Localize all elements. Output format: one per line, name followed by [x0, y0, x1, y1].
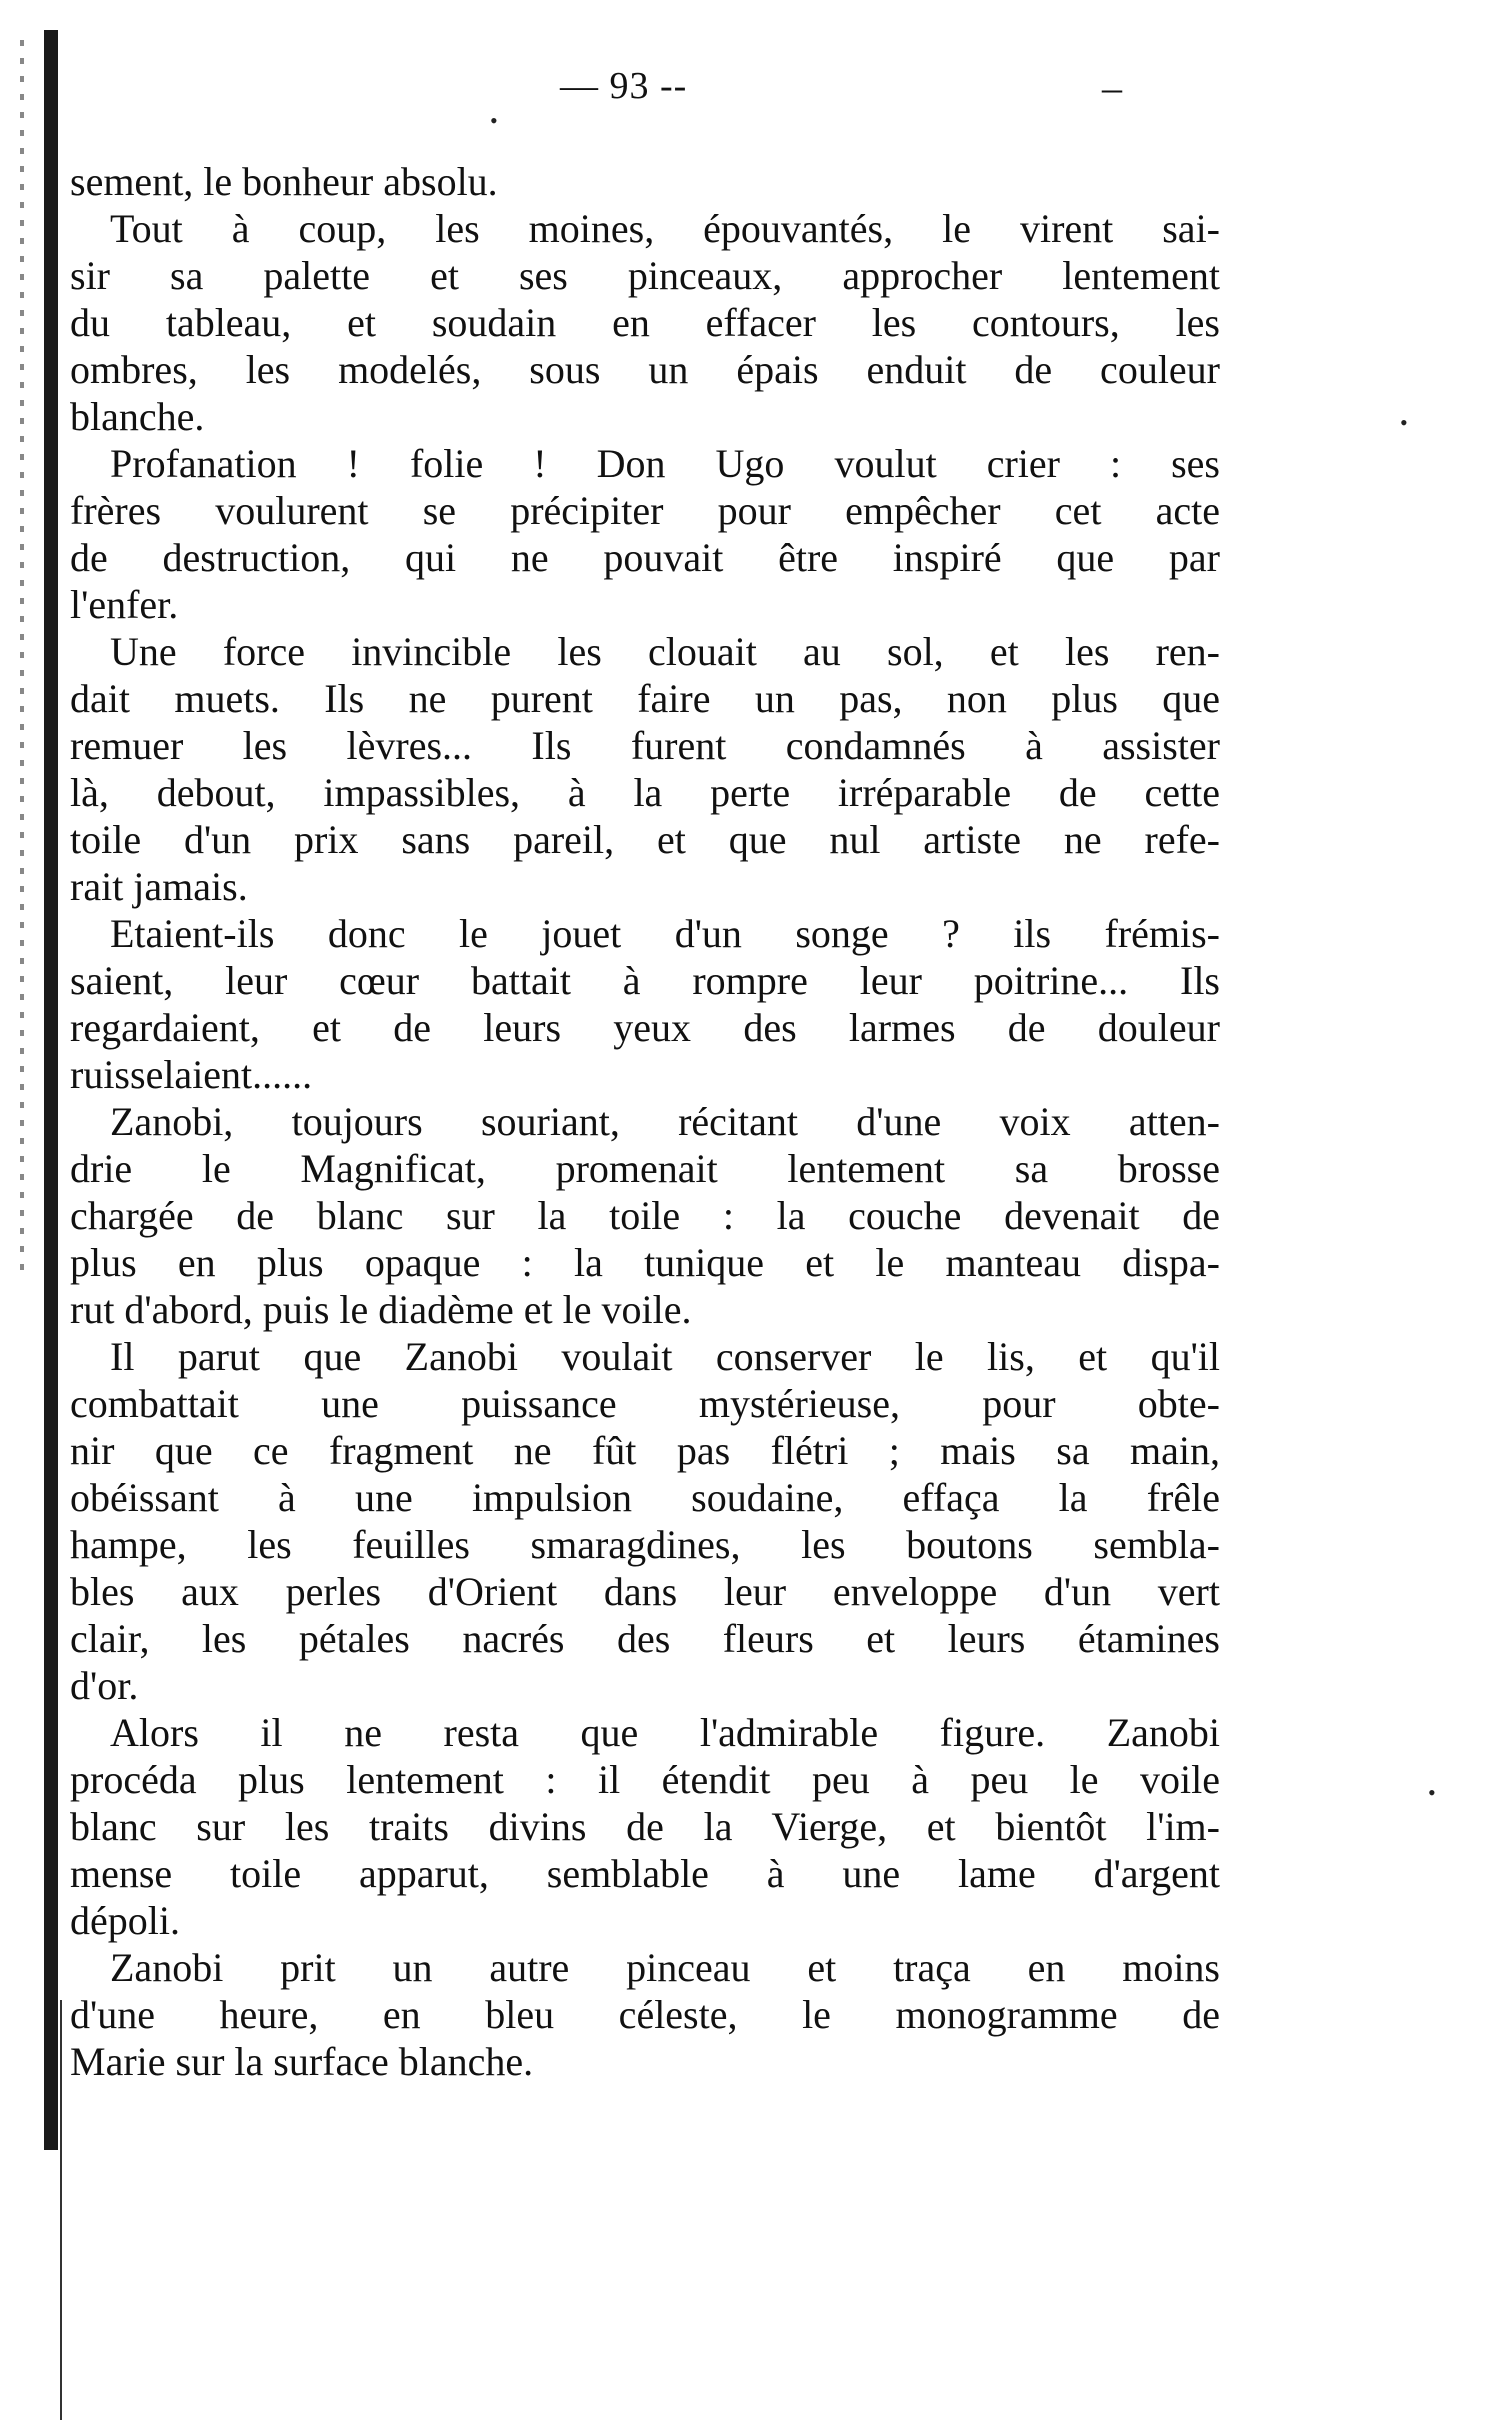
- text-line: rait jamais.: [70, 864, 248, 909]
- text-line: l'enfer.: [70, 582, 179, 627]
- binding-thin-line: [60, 2000, 62, 2420]
- text-line: mense toile apparut, semblable à une lame d'argent: [70, 1851, 1220, 1896]
- text-line: saient, leur cœur battait à rompre leur poitrine... Ils: [70, 958, 1220, 1003]
- text-line: procéda plus lentement : il étendit peu à peu le voile: [70, 1757, 1220, 1802]
- text-line: dépoli.: [70, 1898, 180, 1943]
- text-line: Une force invincible les clouait au sol, et les ren-: [110, 629, 1220, 674]
- text-line: chargée de blanc sur la toile : la couche devenait de: [70, 1193, 1220, 1238]
- header-dash: –: [1102, 65, 1122, 110]
- binding-spine-marks: [20, 40, 24, 1280]
- text-line: nir que ce fragment ne fût pas flétri ; mais sa main,: [70, 1428, 1220, 1473]
- text-line: rut d'abord, puis le diadème et le voile.: [70, 1287, 692, 1332]
- text-line: dait muets. Ils ne purent faire un pas, non plus que: [70, 676, 1220, 721]
- text-line: sir sa palette et ses pinceaux, approcher lentement: [70, 253, 1220, 298]
- text-line: clair, les pétales nacrés des fleurs et leurs étamines: [70, 1616, 1220, 1661]
- text-line: regardaient, et de leurs yeux des larmes de douleur: [70, 1005, 1220, 1050]
- text-line: toile d'un prix sans pareil, et que nul artiste ne refe-: [70, 817, 1220, 862]
- text-line: ruisselaient......: [70, 1052, 313, 1097]
- text-line: blanc sur les traits divins de la Vierge, et bientôt l'im-: [70, 1804, 1220, 1849]
- text-line: blanche.: [70, 394, 205, 439]
- page-header: [0, 58, 1500, 118]
- text-line: Alors il ne resta que l'admirable figure. Zanobi: [110, 1710, 1220, 1755]
- text-line: obéissant à une impulsion soudaine, effaça la frêle: [70, 1475, 1220, 1520]
- text-line: d'or.: [70, 1663, 139, 1708]
- text-line: Tout à coup, les moines, épouvantés, le virent sai-: [110, 206, 1220, 251]
- text-line: du tableau, et soudain en effacer les contours, les: [70, 300, 1220, 345]
- text-line: hampe, les feuilles smaragdines, les boutons sembla-: [70, 1522, 1220, 1567]
- text-line: là, debout, impassibles, à la perte irréparable de cette: [70, 770, 1220, 815]
- text-line: Marie sur la surface blanche.: [70, 2039, 534, 2084]
- print-speck: •: [1400, 410, 1408, 435]
- binding-edge: [44, 30, 58, 2150]
- text-line: Zanobi, toujours souriant, récitant d'une voix atten-: [110, 1099, 1220, 1144]
- text-line: sement, le bonheur absolu.: [70, 159, 498, 204]
- text-line: combattait une puissance mystérieuse, pour obte-: [70, 1381, 1220, 1426]
- text-line: Zanobi prit un autre pinceau et traça en moins: [110, 1945, 1220, 1990]
- text-line: de destruction, qui ne pouvait être inspiré que par: [70, 535, 1220, 580]
- print-speck: •: [490, 108, 498, 133]
- print-speck: •: [1428, 1780, 1436, 1805]
- text-line: drie le Magnificat, promenait lentement sa brosse: [70, 1146, 1220, 1191]
- text-line: Il parut que Zanobi voulait conserver le lis, et qu'il: [110, 1334, 1220, 1379]
- text-line: d'une heure, en bleu céleste, le monogramme de: [70, 1992, 1220, 2037]
- text-line: remuer les lèvres... Ils furent condamnés à assister: [70, 723, 1220, 768]
- text-line: ombres, les modelés, sous un épais enduit de couleur: [70, 347, 1220, 392]
- body-text: [70, 158, 1220, 2085]
- text-line: Profanation ! folie ! Don Ugo voulut crier : ses: [110, 441, 1220, 486]
- text-line: Etaient-ils donc le jouet d'un songe ? ils frémis-: [110, 911, 1220, 956]
- page-number: — 93 --: [560, 65, 688, 107]
- text-line: bles aux perles d'Orient dans leur enveloppe d'un vert: [70, 1569, 1220, 1614]
- text-line: plus en plus opaque : la tunique et le manteau dispa-: [70, 1240, 1220, 1285]
- text-line: frères voulurent se précipiter pour empêcher cet acte: [70, 488, 1220, 533]
